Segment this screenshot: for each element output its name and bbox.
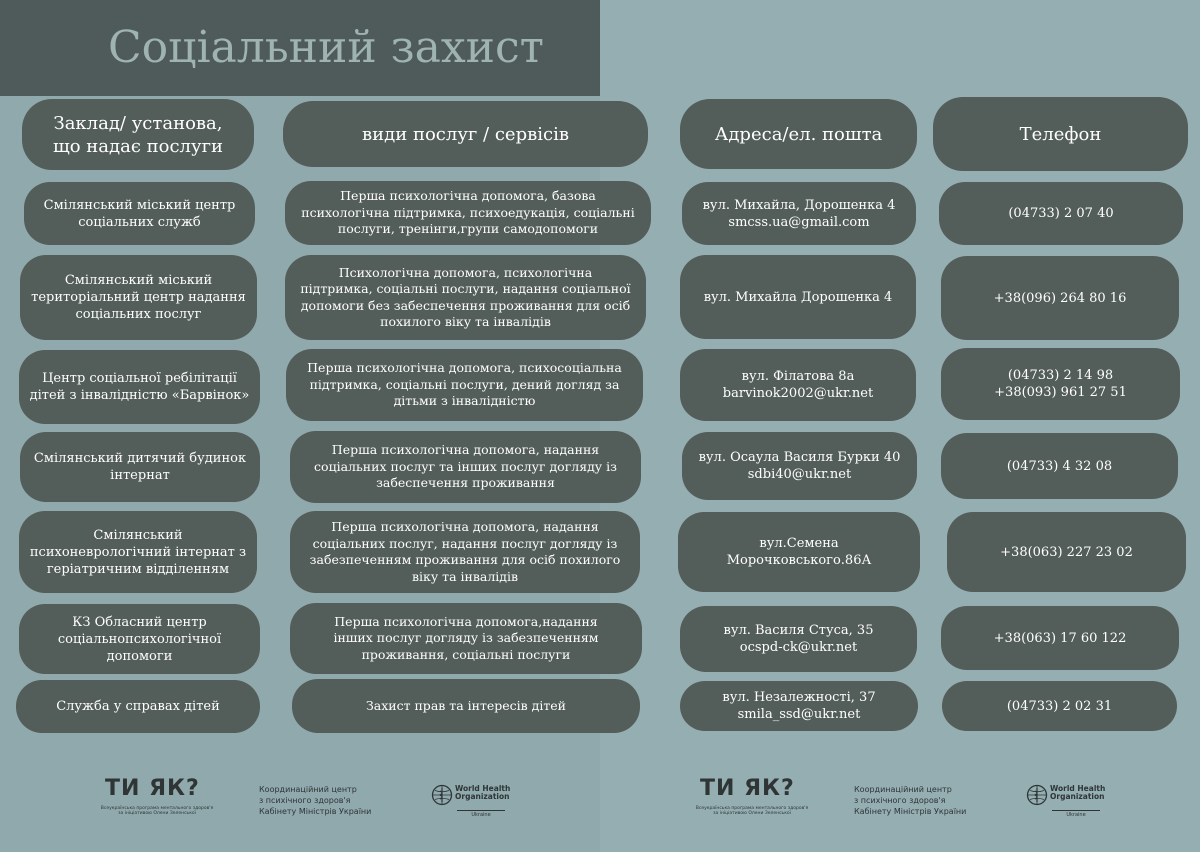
institution-cell: Смілянський міський територіальний центр надання соціальних послуг	[20, 255, 257, 340]
tiyak-logo-subtitle: Всеукраїнська програма ментального здоров'я за ініціативою Олени Зеленської	[695, 806, 809, 816]
title-band	[0, 0, 600, 96]
institution-cell: КЗ Обласний центр соціальнопсихологічної допомоги	[19, 604, 260, 674]
phone-cell: (04733) 4 32 08	[941, 433, 1178, 499]
who-country: Ukraine	[457, 810, 505, 818]
services-cell: Перша психологічна допомога, надання соціальних послуг, надання послуг догляду із забезпеченням проживання для осіб похилого віку та інвалідів	[290, 511, 640, 593]
phone-cell: +38(096) 264 80 16	[941, 256, 1179, 340]
services-cell: Перша психологічна допомога, надання соціальних послуг та інших послуг догляду із забеспечення проживання	[290, 431, 641, 503]
phone-cell: (04733) 2 02 31	[942, 681, 1177, 731]
address-cell: вул.Семена Морочковського.86А	[678, 512, 920, 592]
who-logo	[1026, 784, 1116, 824]
page-title: Соціальний захист	[108, 22, 544, 73]
tiyak-logo	[100, 772, 215, 818]
header-services: види послуг / сервісів	[283, 101, 648, 167]
coordination-center-text: Координаційний центр з психічного здоров'я Кабінету Міністрів України	[854, 785, 967, 816]
phone-cell: (04733) 2 14 98 +38(093) 961 27 51	[941, 348, 1180, 420]
institution-cell: Центр соціальної ребілітації дітей з інвалідністю «Барвінок»	[19, 350, 260, 424]
footer-right	[695, 772, 1120, 832]
institution-cell: Смілянський психоневрологічний інтернат з геріатричним відділенням	[19, 511, 257, 593]
coordination-center-text: Координаційний центр з психічного здоров'я Кабінету Міністрів України	[259, 785, 372, 816]
address-cell: вул. Незалежності, 37 smila_ssd@ukr.net	[680, 681, 918, 731]
who-country: Ukraine	[1052, 810, 1100, 818]
services-cell: Психологічна допомога, психологічна підтримка, соціальні послуги, надання соціальної допомоги без забеспечення проживання для осіб похилого віку та інвалідів	[285, 255, 646, 340]
institution-cell: Смілянський міський центр соціальних служб	[24, 182, 255, 245]
services-cell: Перша психологічна допомога,надання інших послуг догляду із забезпеченням проживання, соціальні послуги	[290, 603, 642, 674]
header-institution: Заклад/ установа, що надає послуги	[22, 99, 254, 170]
tiyak-logo-subtitle: Всеукраїнська програма ментального здоров'я за ініціативою Олени Зеленської	[100, 806, 214, 816]
footer-left	[100, 772, 525, 832]
services-cell: Перша психологічна допомога, психосоціальна підтримка, соціальні послуги, дений догляд за дітьми з інвалідністю	[286, 349, 643, 421]
phone-cell: (04733) 2 07 40	[939, 182, 1183, 245]
who-logo	[431, 784, 521, 824]
address-cell: вул. Осаула Василя Бурки 40 sdbi40@ukr.net	[682, 432, 917, 500]
services-cell: Захист прав та інтересів дітей	[292, 679, 640, 733]
header-phone: Телефон	[933, 97, 1188, 171]
who-name: World Health Organization	[1050, 784, 1106, 801]
institution-cell: Смілянський дитячий будинок інтернат	[20, 432, 260, 502]
tiyak-logo-text: ТИ ЯК?	[700, 776, 795, 801]
phone-cell: +38(063) 227 23 02	[947, 512, 1186, 592]
institution-cell: Служба у справах дітей	[16, 680, 260, 733]
who-emblem-icon	[1026, 784, 1048, 806]
who-name: World Health Organization	[455, 784, 511, 801]
tiyak-logo-text: ТИ ЯК?	[105, 776, 200, 801]
address-cell: вул. Михайла Дорошенка 4	[680, 255, 916, 339]
address-cell: вул. Філатова 8а barvinok2002@ukr.net	[680, 349, 916, 421]
services-cell: Перша психологічна допомога, базова психологічна підтримка, психоедукація, соціальні послуги, тренінги,групи самодопомоги	[285, 181, 651, 245]
who-emblem-icon	[431, 784, 453, 806]
address-cell: вул. Михайла, Дорошенка 4 smcss.ua@gmail.com	[682, 182, 916, 245]
tiyak-logo	[695, 772, 810, 818]
header-address: Адреса/ел. пошта	[680, 99, 917, 169]
phone-cell: +38(063) 17 60 122	[941, 606, 1179, 670]
address-cell: вул. Василя Стуса, 35 ocspd-ck@ukr.net	[680, 606, 917, 672]
